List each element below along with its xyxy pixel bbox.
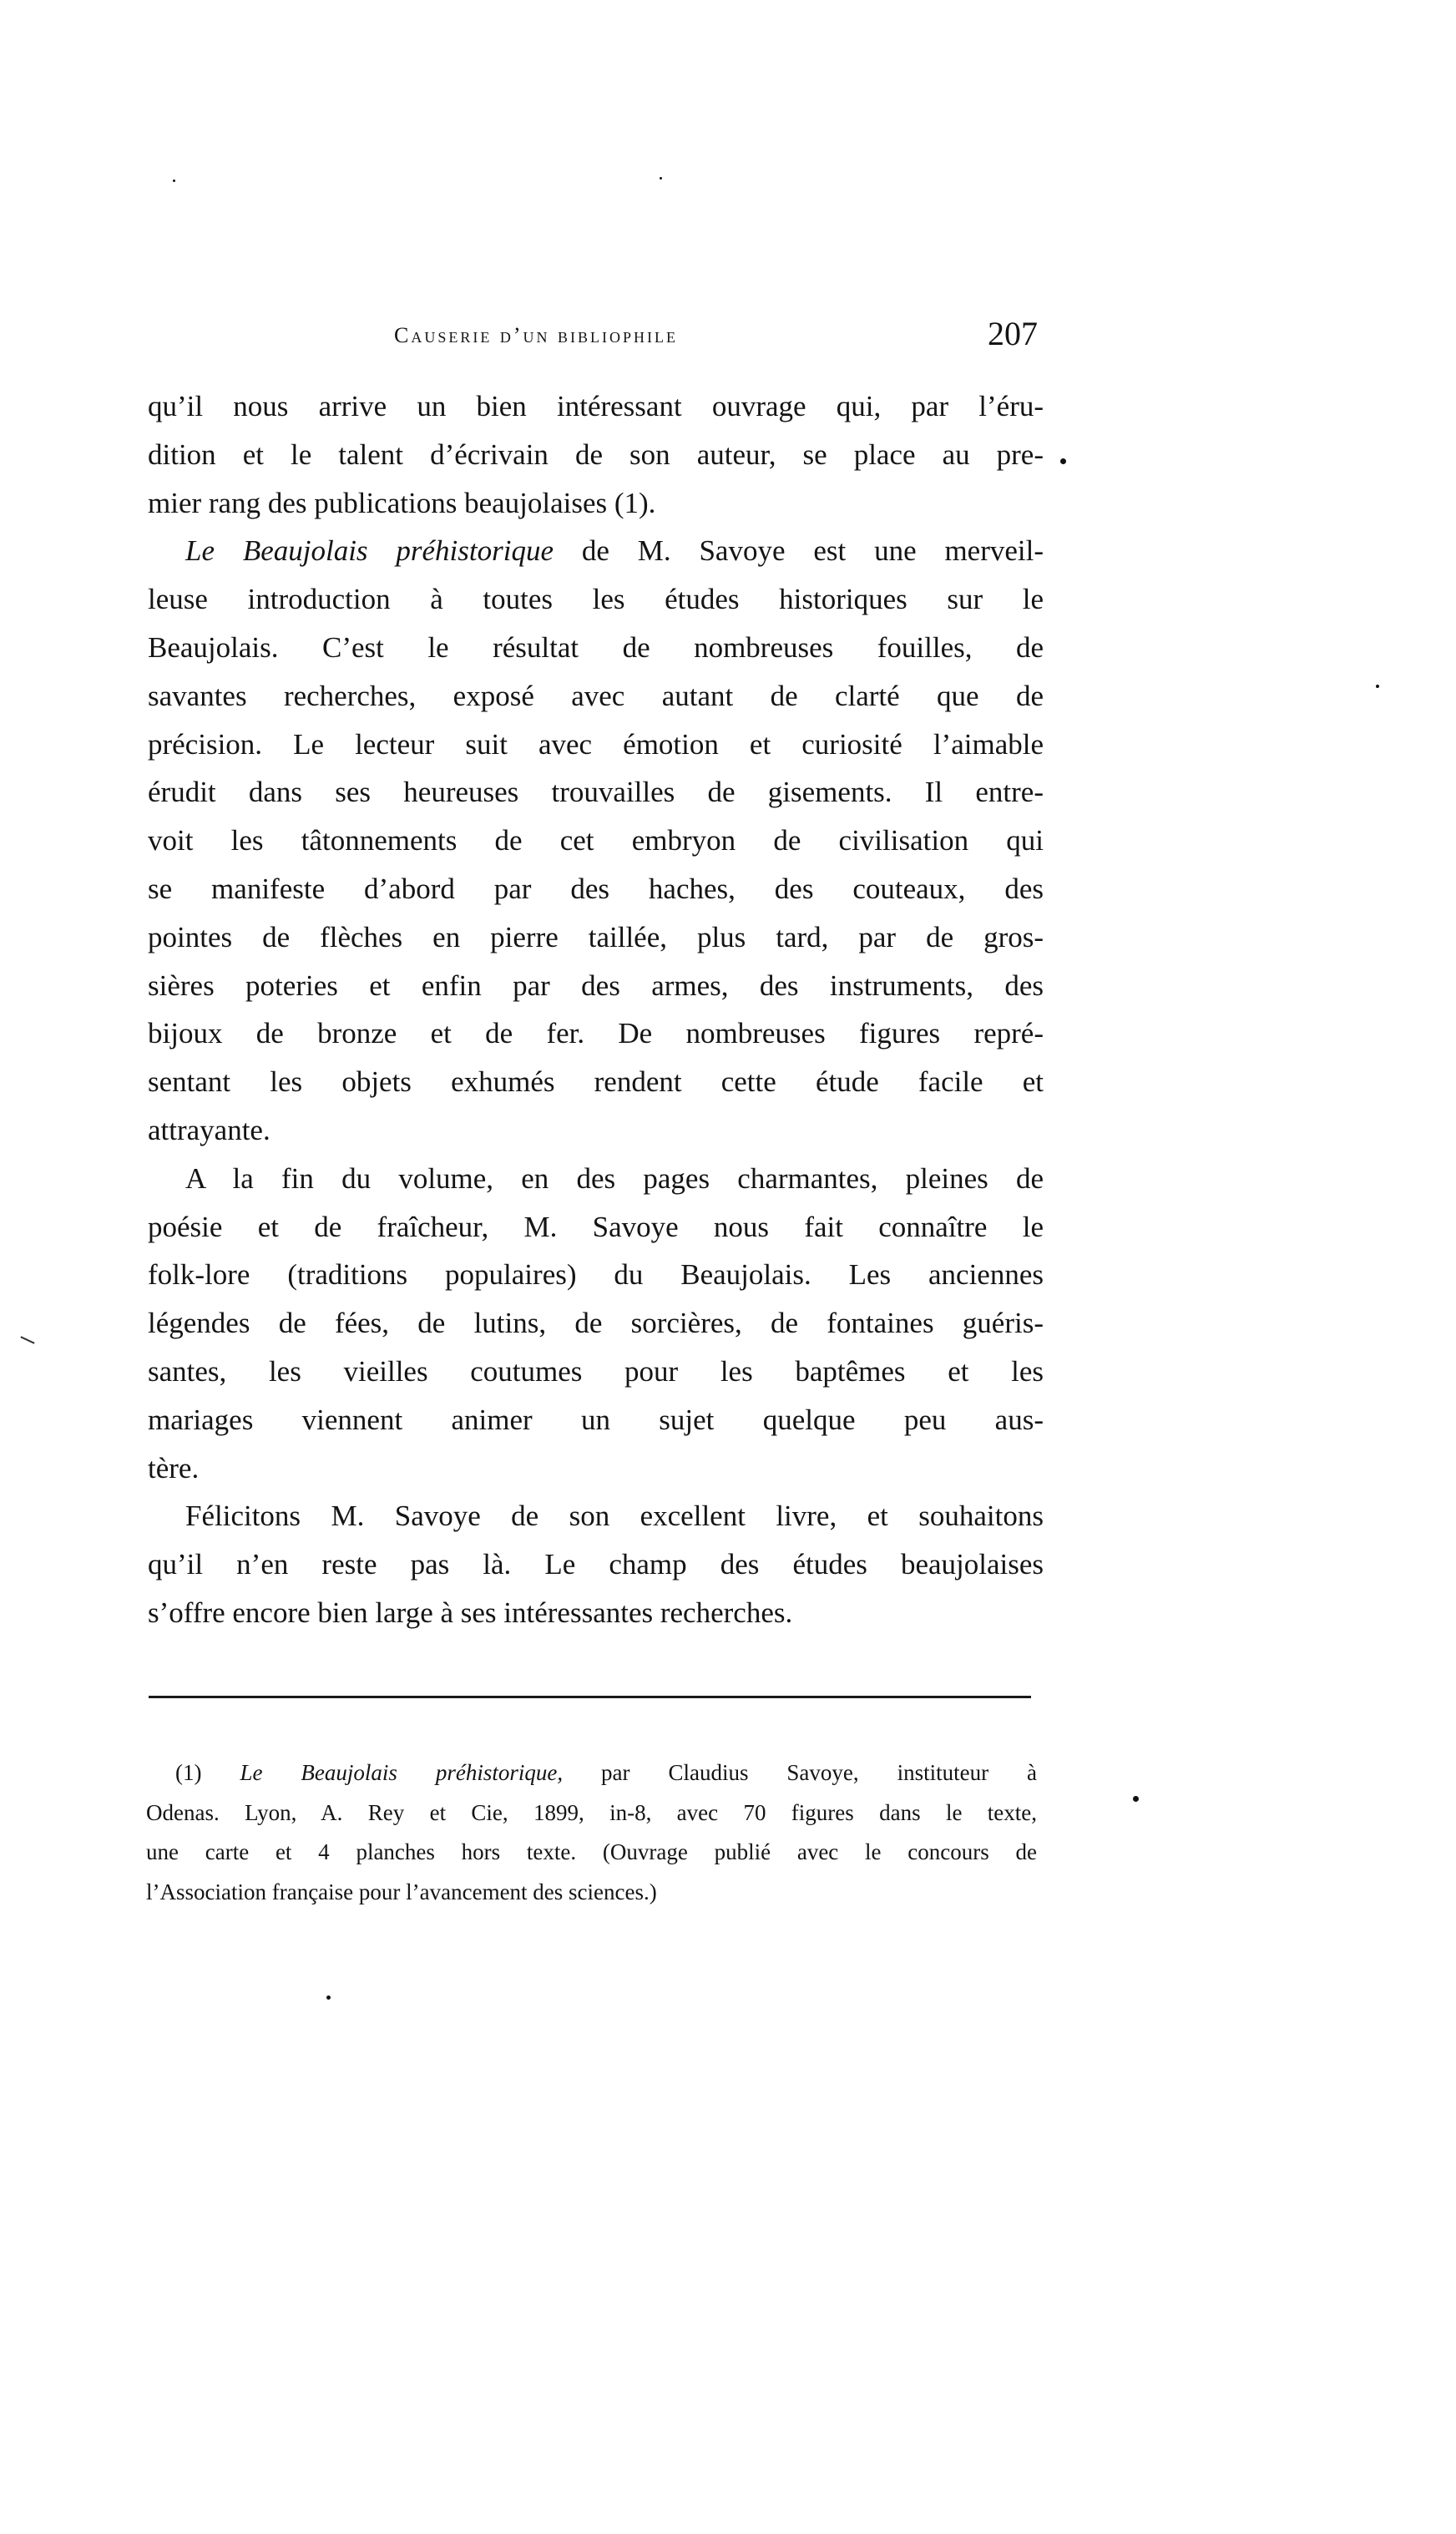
running-head-title: Causerie d’un bibliophile <box>394 323 678 347</box>
body-text: dition et le talent d’écrivain de son auteur, se place au pre- <box>148 438 1044 471</box>
body-text: de M. Savoye est une merveil- <box>554 534 1044 568</box>
footnote-text: une carte et 4 planches hors texte. (Ouvrage publié avec le concours de <box>146 1839 1037 1865</box>
footnote-line <box>146 1838 1037 1866</box>
body-line <box>148 871 1044 908</box>
body-text: mier rang des publications beaujolaises (1). <box>148 486 656 519</box>
body-text: qu’il nous arrive un bien intéressant ouvrage qui, par l’éru- <box>148 390 1044 422</box>
body-line <box>148 1450 1044 1487</box>
body-text: sentant les objets exhumés rendent cette étude facile et <box>148 1065 1044 1099</box>
body-text: légendes de fées, de lutins, de sorcières, de fontaines guéris- <box>148 1307 1044 1340</box>
footnote-line <box>146 1798 1037 1827</box>
footnote-text: par Claudius Savoye, instituteur à <box>563 1760 1038 1785</box>
body-line <box>148 726 1044 763</box>
body-line <box>148 774 1044 811</box>
body-line <box>148 485 1044 522</box>
body-line <box>148 581 1044 618</box>
body-text: érudit dans ses heureuses trouvailles de gisements. Il entre- <box>148 776 1044 809</box>
footnote-line <box>175 1758 1037 1787</box>
scan-speck <box>1376 685 1379 688</box>
body-text: bijoux de bronze et de fer. De nombreuses figures repré- <box>148 1017 1044 1050</box>
scan-speck <box>1133 1796 1139 1802</box>
body-line <box>148 919 1044 956</box>
footnote-text: Odenas. Lyon, A. Rey et Cie, 1899, in-8, avec 70 figures dans le texte, <box>146 1799 1037 1825</box>
body-text: Félicitons M. Savoye de son excellent livre, et souhaitons <box>185 1500 1044 1533</box>
body-line <box>148 968 1044 1004</box>
footnote-text: l’Association française pour l’avancement des sciences.) <box>146 1879 657 1905</box>
body-text: Beaujolais. C’est le résultat de nombreuses fouilles, de <box>148 631 1044 664</box>
body-line <box>148 630 1044 666</box>
body-text: leuse introduction à toutes les études historiques sur le <box>148 583 1044 616</box>
body-text: attrayante. <box>148 1114 270 1146</box>
footnote-rule <box>149 1696 1031 1698</box>
body-line <box>185 1498 1044 1535</box>
footnote-italic-text: Le Beaujolais préhistorique, <box>240 1760 564 1785</box>
scan-speck <box>326 1995 331 2000</box>
body-line <box>148 437 1044 473</box>
body-italic-text: Le Beaujolais préhistorique <box>185 534 554 568</box>
body-line <box>148 1305 1044 1342</box>
body-text: voit les tâtonnements de cet embryon de civilisation qui <box>148 824 1044 857</box>
footnote-text: (1) <box>175 1760 240 1785</box>
body-text: santes, les vieilles coutumes pour les baptêmes et les <box>148 1355 1044 1388</box>
body-text: poésie et de fraîcheur, M. Savoye nous fait connaître le <box>148 1210 1044 1243</box>
body-line <box>148 1257 1044 1293</box>
body-text: précision. Le lecteur suit avec émotion et curiosité l’aimable <box>148 727 1044 761</box>
body-line <box>185 533 1044 569</box>
scan-speck <box>1060 458 1066 464</box>
page-number: 207 <box>988 315 1038 352</box>
body-line <box>185 1161 1044 1197</box>
scan-speck <box>660 177 662 180</box>
body-line <box>148 1546 1044 1583</box>
body-text: pointes de flèches en pierre taillée, plus tard, par de gros- <box>148 920 1044 953</box>
body-line <box>148 822 1044 859</box>
body-text: s’offre encore bien large à ses intéressantes recherches. <box>148 1596 793 1629</box>
body-text: savantes recherches, exposé avec autant de clarté que de <box>148 679 1044 712</box>
body-line <box>148 1112 1044 1149</box>
body-text: folk-lore (traditions populaires) du Beaujolais. Les anciennes <box>148 1258 1044 1292</box>
scan-speck <box>173 180 175 182</box>
body-line <box>148 1064 1044 1100</box>
scan-mark <box>20 1336 34 1343</box>
body-text: sières poteries et enfin par des armes, des instruments, des <box>148 969 1044 1002</box>
body-line <box>148 1402 1044 1439</box>
body-text: se manifeste d’abord par des haches, des couteaux, des <box>148 872 1044 905</box>
body-text: A la fin du volume, en des pages charmantes, pleines de <box>185 1161 1044 1195</box>
body-line <box>148 1353 1044 1390</box>
footnote-line <box>146 1878 1037 1906</box>
body-line <box>148 1209 1044 1246</box>
body-text: qu’il n’en reste pas là. Le champ des études beaujolaises <box>148 1548 1044 1581</box>
body-line <box>148 678 1044 715</box>
body-text: tère. <box>148 1451 200 1484</box>
body-line <box>148 388 1044 425</box>
body-line <box>148 1015 1044 1052</box>
body-text: mariages viennent animer un sujet quelque peu aus- <box>148 1403 1044 1436</box>
body-line <box>148 1595 1044 1631</box>
